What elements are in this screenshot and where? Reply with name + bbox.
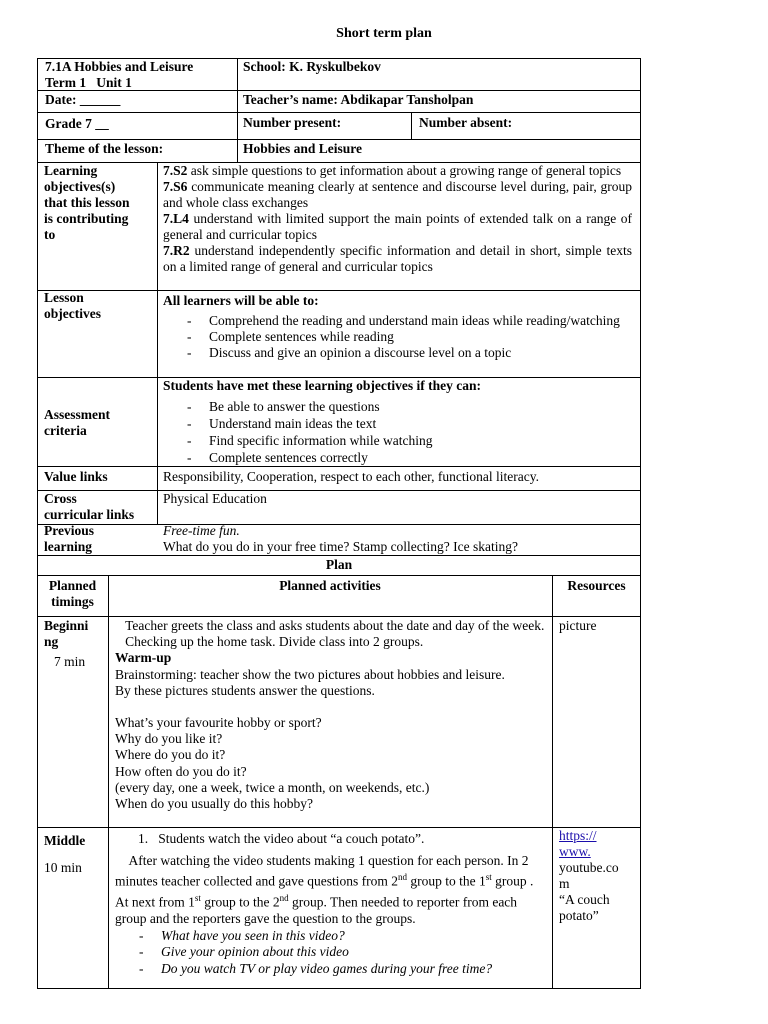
list-item: - Discuss and give an opinion a discourse level on a topic (163, 345, 632, 361)
list-item: - What have you seen in this video? (115, 928, 547, 945)
previous-learning-topic: Free-time fun. (163, 523, 240, 538)
list-item: - Complete sentences while reading (163, 329, 632, 345)
resource-picture: picture (559, 618, 597, 633)
value-links-text: Responsibility, Cooperation, respect to each other, functional literacy. (163, 469, 539, 484)
middle-item-1: 1. Students watch the video about “a couch potato”. (138, 831, 425, 846)
activity-paragraph: Brainstorming: teacher show the two pictures about hobbies and leisure. By these pictures students answer the questions. (115, 666, 505, 698)
list-item: - Understand main ideas the text (163, 415, 632, 432)
assessment-heading: Students have met these learning objectives if they can: (163, 378, 481, 393)
list-item: - Be able to answer the questions (163, 398, 632, 415)
objective-item: 7.S6 communicate meaning clearly at sentence and discourse level during, pair, group and whole class exchanges (163, 179, 632, 210)
date-field: Date: ______ (45, 92, 121, 107)
list-item: - Do you watch TV or play video games during your free time? (115, 961, 547, 978)
previous-learning-label: Previous learning (44, 523, 94, 554)
list-item: When do you usually do this hobby? (115, 796, 313, 812)
number-absent: Number absent: (419, 115, 513, 130)
activity-paragraph: Checking up the home task. Divide class into 2 groups. (115, 634, 424, 650)
list-item: What’s your favourite hobby or sport? (115, 715, 322, 731)
resource-text: m (559, 876, 570, 891)
previous-learning-questions: What do you do in your free time? Stamp collecting? Ice skating? (163, 539, 519, 554)
theme-label: Theme of the lesson: (45, 141, 164, 156)
activity-paragraph: After watching the video students making 1 question for each person. In 2 minutes teacher collected and gave questions from 2nd group to the 1st group . At next from 1st group to the 2nd group. Then needed to reporter from each group and the reporters gave the question to the groups. (115, 852, 537, 926)
col-planned-activities: Planned activities (279, 578, 381, 593)
stage-middle: Middle (44, 833, 86, 848)
list-item: How often do you do it? (115, 763, 247, 779)
youtube-link-cont[interactable]: www. (559, 844, 591, 859)
lesson-objectives-label: Lesson objectives (44, 290, 101, 321)
learning-objectives-list (163, 163, 632, 275)
resource-text: “A couch (559, 892, 610, 907)
value-links-label: Value links (44, 469, 108, 484)
cross-curricular-label: Cross curricular links (44, 491, 135, 522)
school-name: School: K. Ryskulbekov (243, 59, 381, 74)
theme-value: Hobbies and Leisure (243, 141, 363, 156)
col-resources: Resources (567, 578, 626, 593)
number-present: Number present: (243, 115, 342, 130)
learning-objectives-label: Learning objectives(s) that this lesson is contributing to (44, 163, 130, 242)
list-item: - Comprehend the reading and understand main ideas while reading/watching (163, 313, 632, 329)
list-item: - Find specific information while watching (163, 432, 632, 449)
middle-questions (115, 928, 547, 978)
objective-item: 7.S2 ask simple questions to get information about a growing range of general topics (163, 163, 622, 178)
stage-beginning: Beginni ng (44, 618, 89, 649)
col-planned-timings: Planned timings (48, 578, 97, 609)
assessment-label: Assessment criteria (44, 407, 110, 438)
teacher-name: Teacher’s name: Abdikapar Tansholpan (243, 92, 474, 107)
resource-text: potato” (559, 908, 599, 923)
plan-heading: Plan (325, 557, 353, 572)
list-item: - Give your opinion about this video (115, 944, 547, 961)
warmup-heading: Warm-up (115, 650, 172, 666)
list-item: Where do you do it? (115, 747, 226, 763)
objective-item: 7.L4 understand with limited support the main points of extended talk on a range of general and curricular topics (163, 211, 632, 242)
beginning-time: 7 min (54, 654, 86, 669)
activity-paragraph: Teacher greets the class and asks students about the date and day of the week. (115, 618, 545, 633)
assessment-list (163, 398, 632, 466)
page-title: Short term plan (336, 26, 432, 41)
cross-curricular-text: Physical Education (163, 491, 267, 506)
list-item: - Complete sentences correctly (163, 449, 632, 466)
objective-item: 7.R2 understand independently specific information and detail in short, simple texts on a limited range of general and curricular topics (163, 243, 632, 274)
warmup-questions (115, 715, 547, 812)
middle-time: 10 min (44, 860, 82, 875)
lesson-objectives-heading: All learners will be able to: (163, 293, 319, 308)
list-item: Why do you like it? (115, 731, 223, 747)
lesson-objectives-list (163, 313, 632, 361)
list-item: (every day, one a week, twice a month, on weekends, etc.) (115, 779, 430, 795)
term-unit: Term 1 Unit 1 (45, 75, 132, 90)
youtube-link[interactable]: https:// (559, 828, 597, 843)
unit-title: 7.1A Hobbies and Leisure (45, 59, 194, 74)
grade-field: Grade 7 __ (45, 116, 109, 131)
resource-text: youtube.co (559, 860, 619, 875)
